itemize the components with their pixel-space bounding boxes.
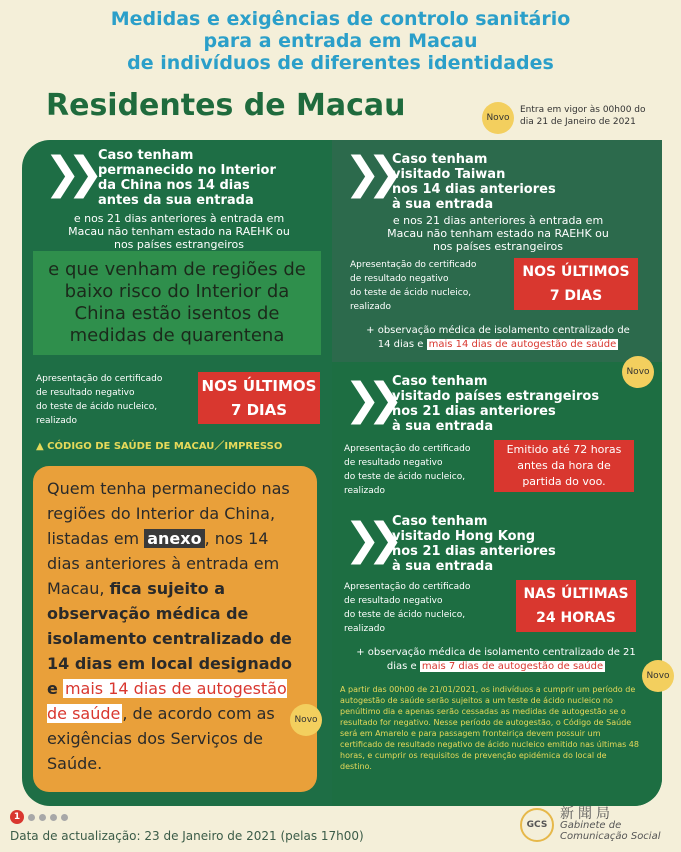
left-case-title (98, 148, 276, 208)
chevron-icon: ❯❯ (344, 374, 390, 425)
red-line2: 7 DIAS (230, 401, 288, 419)
title-line3: de indivíduos de diferentes identidades (127, 52, 554, 74)
case-line: Caso tenham (392, 152, 488, 167)
logo-mark: GCS (520, 808, 554, 842)
cert-line: Apresentação do certificado (350, 260, 477, 270)
page-dot-active[interactable]: 1 (10, 810, 24, 824)
obs-red: mais 14 dias de autogestão de saúde (428, 339, 617, 350)
obs-line1: + observação médica de isolamento centralizado de (366, 325, 630, 336)
red-line1: NOS ÚLTIMOS (522, 264, 630, 280)
gcs-logo (520, 805, 661, 842)
cert-line: de resultado negativo (344, 458, 443, 468)
red-line2: 24 HORAS (536, 610, 616, 626)
orange-text3: , de acordo com as exigências dos Serviços de Saúde. (47, 704, 275, 773)
page-indicator (10, 810, 68, 824)
sub-line: e nos 21 dias anteriores à entrada em (392, 214, 604, 227)
novo-badge: Novo (290, 704, 322, 736)
cert-line: do teste de ácido nucleico, (344, 610, 466, 620)
effective-line2: dia 21 de Janeiro de 2021 (520, 117, 636, 127)
obs-line2: dias e (386, 661, 417, 672)
orange-red: mais 14 dias de autogestão de saúde (47, 679, 287, 723)
case-line: nos 14 dias anteriores (392, 182, 556, 197)
hongkong-obs (338, 646, 654, 674)
anexo-link[interactable]: anexo (144, 529, 204, 548)
hongkong-cert (344, 580, 470, 636)
case-line: à sua entrada (392, 197, 494, 212)
exemption-box: e que venham de regiões de baixo risco do Interior da China estão isentos de medidas de quarentena (33, 251, 321, 355)
quarantine-box (33, 466, 317, 792)
chevron-icon: ❯❯ (44, 148, 90, 199)
case-line: Caso tenham (392, 374, 488, 389)
self-management-note: A partir das 00h00 de 21/01/2021, os indivíduos a cumprir um período de autogestão de saúde serão sujeitos a um teste de ácido nucleico no penúltimo dia e apenas serão cessadas as medidas de autogestão se o resultado for negativo. Nesse período de autogestão, o Código de Saúde será em Amarelo e para passagem fronteiriça devem possuir um certificado de resultado negativo de ácido nucleico emitido nas últimas 48 horas, e cumprir os requisitos de prevenção epidémica do local de destino. (340, 685, 639, 771)
case-line: nos 21 dias anteriores (392, 544, 556, 559)
case-line: visitado Taiwan (392, 167, 506, 182)
health-code-note: ▲ CÓDIGO DE SAÚDE DE MACAU／IMPRESSO (36, 441, 283, 452)
sub-line: Macau não tenham estado na RAEHK ou (387, 227, 609, 240)
taiwan-obs (340, 324, 656, 352)
case-line: da China nos 14 dias (98, 178, 250, 193)
case-line: Caso tenham (392, 514, 488, 529)
page-dot[interactable] (50, 814, 57, 821)
title-line2: para a entrada em Macau (203, 30, 478, 52)
sub-line: Macau não tenham estado na RAEHK ou (68, 225, 290, 238)
taiwan-case-title (392, 152, 556, 212)
novo-badge: Novo (482, 102, 514, 134)
hongkong-red-box (516, 580, 636, 632)
logo-line1: Gabinete de (560, 819, 622, 831)
taiwan-sub (340, 214, 656, 253)
logo-text (560, 805, 661, 842)
orange-text1: Quem tenha permanecido nas regiões do Interior da China, listadas em (47, 479, 290, 548)
red-line2: 7 DIAS (549, 288, 603, 304)
case-line: visitado países estrangeiros (392, 389, 600, 404)
obs-red: mais 7 dias de autogestão de saúde (421, 661, 604, 672)
effective-line1: Entra em vigor às 00h00 do (520, 105, 646, 115)
case-line: nos 21 dias anteriores (392, 404, 556, 419)
cert-line: do teste de ácido nucleico, (350, 288, 472, 298)
title-line1: Medidas e exigências de controlo sanitário (110, 8, 571, 30)
left-cert (36, 372, 162, 428)
case-line: à sua entrada (392, 559, 494, 574)
red-line2: antes da hora de (517, 459, 611, 472)
page-dot[interactable] (39, 814, 46, 821)
main-title (0, 8, 681, 74)
case-line: Caso tenham (98, 148, 194, 163)
page-dot[interactable] (61, 814, 68, 821)
cert-line: realizado (350, 302, 392, 312)
foreign-cert (344, 442, 470, 498)
case-line: antes da sua entrada (98, 193, 254, 208)
sub-line: e nos 21 dias anteriores à entrada em (73, 212, 285, 225)
cert-line: Apresentação do certificado (344, 582, 471, 592)
taiwan-red-box (514, 258, 638, 310)
left-red-box (198, 372, 320, 424)
cert-line: Apresentação do certificado (36, 374, 163, 384)
cert-line: de resultado negativo (350, 274, 449, 284)
sub-line: nos países estrangeiros (113, 238, 245, 251)
update-date: Data de actualização: 23 de Janeiro de 2021 (pelas 17h00) (10, 829, 364, 843)
cert-line: Apresentação do certificado (344, 444, 471, 454)
red-line1: NAS ÚLTIMAS (523, 586, 629, 602)
obs-line2: 14 dias e (377, 339, 424, 350)
red-line1: Emitido até 72 horas (506, 443, 622, 456)
case-line: permanecido no Interior (98, 163, 276, 178)
novo-badge: Novo (642, 660, 674, 692)
orange-bold: fica sujeito a observação médica de isolamento centralizado de 14 dias em local designado e (47, 579, 292, 698)
taiwan-cert (350, 258, 476, 314)
logo-cn: 新聞局 (560, 805, 614, 822)
sub-line: nos países estrangeiros (432, 240, 564, 253)
case-line: visitado Hong Kong (392, 529, 536, 544)
red-line1: NOS ÚLTIMOS (201, 377, 317, 395)
cert-line: de resultado negativo (344, 596, 443, 606)
page-heading: Residentes de Macau (46, 88, 406, 123)
cert-line: do teste de ácido nucleico, (36, 402, 158, 412)
page-dot[interactable] (28, 814, 35, 821)
cert-line: de resultado negativo (36, 388, 135, 398)
chevron-icon: ❯❯ (344, 514, 390, 565)
cert-line: do teste de ácido nucleico, (344, 472, 466, 482)
left-sub (34, 212, 324, 251)
case-line: à sua entrada (392, 419, 494, 434)
cert-line: realizado (344, 486, 386, 496)
effective-date (520, 104, 646, 128)
cert-line: realizado (36, 416, 78, 426)
hongkong-case-title (392, 514, 556, 574)
cert-line: realizado (344, 624, 386, 634)
novo-badge: Novo (622, 356, 654, 388)
chevron-icon: ❯❯ (344, 148, 390, 199)
logo-line2: Comunicação Social (560, 830, 661, 842)
foreign-red-box (494, 440, 634, 492)
obs-line1: + observação médica de isolamento centralizado de 21 (356, 647, 636, 658)
red-line3: partida do voo. (522, 475, 606, 488)
foreign-case-title (392, 374, 599, 434)
orange-text2: , nos 14 dias anteriores à entrada em Macau, (47, 529, 280, 598)
